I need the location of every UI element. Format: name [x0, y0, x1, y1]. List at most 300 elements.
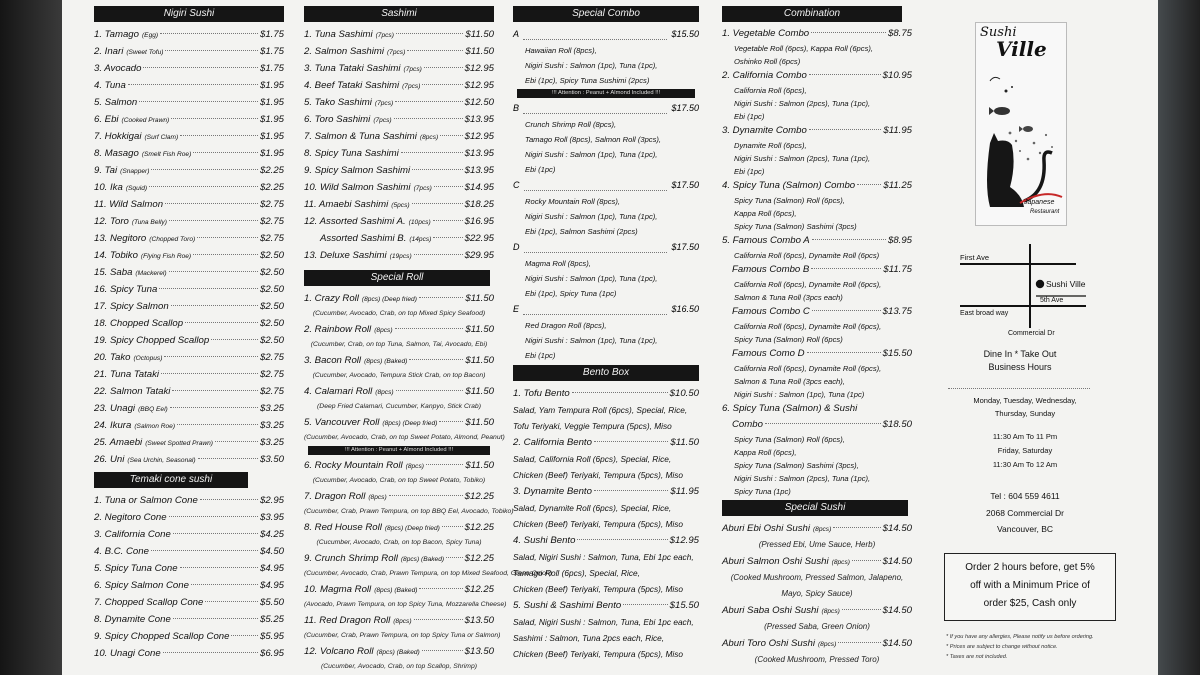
bento-line: Sashimi : Salmon, Tuna 2pcs each, Rice,	[513, 633, 665, 643]
item-name: 9. Crunch Shrimp Roll	[304, 553, 398, 564]
item-name: 23. Unagi	[94, 403, 136, 414]
menu-item-row	[304, 383, 494, 400]
days-1: Monday, Tuesday, Wednesday,	[973, 396, 1077, 405]
menu-item-row	[94, 543, 284, 560]
special-roll-header: Special Roll	[304, 270, 490, 286]
dotted-leader	[160, 33, 258, 34]
combination-line: Dynamite Roll (6pcs),	[734, 141, 807, 150]
menu-item-row	[94, 434, 284, 451]
combo-line: Magma Roll (8pcs),	[525, 259, 591, 268]
item-price: $2.50	[259, 267, 284, 278]
item-price: $4.25	[259, 529, 284, 540]
item-name: 5. Sushi & Sashimi Bento	[513, 600, 622, 611]
item-description: (Cucumber, Crab, Prawn Tempura, on top BBQ Eel, Avocado, Tobiko)	[304, 508, 514, 515]
item-note: (8pcs)	[393, 618, 412, 625]
item-price: $13.95	[464, 148, 494, 159]
promo-line-3: order $25, Cash only	[983, 598, 1077, 609]
bento-line: Salad, Dynamite Roll (6pcs), Special, Rice,	[513, 503, 672, 513]
item-note: (8pcs)	[419, 134, 439, 141]
combo-line: Ebi (1pc), Spicy Tuna Sushimi (2pcs)	[525, 76, 650, 85]
item-name: 10. Unagi Cone	[94, 648, 161, 659]
item-note: (Snapper)	[120, 168, 150, 175]
combo-letter: E	[513, 304, 520, 314]
dotted-leader	[231, 635, 258, 636]
dotted-leader	[811, 268, 881, 269]
dotted-leader	[170, 407, 258, 408]
menu-item-row	[94, 645, 284, 662]
item-price: $11.50	[465, 324, 494, 335]
dotted-leader	[161, 373, 258, 374]
combo-column	[513, 6, 699, 662]
item-note: (8pcs)	[817, 641, 837, 648]
dotted-leader	[171, 305, 258, 306]
combo-set-row	[513, 26, 699, 43]
dotted-leader	[523, 298, 667, 315]
menu-item-row	[722, 26, 912, 42]
combination-line: Spicy Tuna (Salmon) Roll (6pcs),	[734, 196, 845, 205]
menu-item-row	[513, 434, 699, 451]
item-name: 20. Tako	[94, 352, 131, 363]
dotted-leader	[197, 237, 258, 238]
menu-item-row	[304, 60, 494, 77]
dotted-leader	[396, 390, 464, 391]
item-name: 4. Tuna	[94, 80, 126, 91]
hours-2: 11:30 Am To 12 Am	[992, 460, 1058, 469]
item-description: (Cucumber, Avocado, Crab, on top Mixed Spicy Seafood)	[312, 310, 486, 317]
item-name: 3. Bacon Roll	[304, 355, 362, 366]
menu-item-row	[94, 400, 284, 417]
menu-item-row	[94, 628, 284, 645]
item-note: (8pcs)	[374, 327, 393, 334]
sashimi-list	[304, 26, 494, 264]
combo-price: $17.50	[671, 103, 699, 113]
dotted-leader	[395, 101, 462, 102]
item-name: 18. Chopped Scallop	[94, 318, 184, 329]
dotted-leader	[165, 50, 258, 51]
dotted-leader	[173, 618, 258, 619]
item-name: 3. Dynamite Combo	[722, 125, 807, 136]
item-price: $14.50	[882, 605, 912, 616]
menu-item-row	[94, 196, 284, 213]
item-price: $13.95	[464, 165, 494, 176]
dotted-leader	[128, 84, 258, 85]
item-description: (Cucumber, Avocado, Crab, on top Sweet Potato, Tobiko)	[312, 477, 486, 484]
item-name: 1. Vegetable Combo	[722, 28, 810, 39]
combo-line: Ebi (1pc)	[525, 351, 556, 360]
dotted-leader	[185, 322, 258, 323]
menu-item-row	[94, 281, 284, 298]
item-note: (8pcs) (Baked)	[376, 649, 420, 656]
combination-line: California Roll (6pcs), Dynamite Roll (6pcs)	[734, 251, 880, 260]
combo-line: Red Dragon Roll (8pcs),	[525, 321, 607, 330]
item-note: (7pcs)	[374, 100, 394, 107]
combo-line: Nigiri Sushi : Salmon (1pc), Tuna (1pc),	[525, 336, 658, 345]
dotted-leader	[193, 254, 258, 255]
dotted-leader	[211, 339, 258, 340]
combo-price: $15.50	[671, 29, 699, 39]
temaki-header: Temaki cone sushi	[94, 472, 248, 488]
item-note: (5pcs)	[391, 202, 410, 209]
item-name: 2. California Combo	[722, 70, 807, 81]
item-price: $22.95	[464, 233, 494, 244]
item-name: 6. Spicy Salmon Cone	[94, 580, 189, 591]
item-name: 10. Ika	[94, 182, 123, 193]
item-price: $1.95	[259, 148, 284, 159]
combo-letter: B	[513, 103, 520, 113]
item-name: 16. Spicy Tuna	[94, 284, 158, 295]
combination-line: California Roll (6pcs), Dynamite Roll (6pcs),	[734, 364, 882, 373]
dotted-leader	[143, 67, 258, 68]
menu-item-row	[94, 111, 284, 128]
menu-item-row	[304, 352, 494, 369]
bento-line: Salad, Nigiri Sushi : Salmon, Tuna, Ebi 1pc each,	[513, 552, 694, 562]
item-note: (8pcs) (Deep fried)	[382, 420, 438, 427]
dotted-leader	[833, 527, 880, 528]
item-name: 12. Volcano Roll	[304, 646, 374, 657]
dotted-leader	[414, 619, 463, 620]
menu-item-row	[722, 304, 912, 320]
nigiri-list	[94, 26, 284, 468]
dotted-leader	[149, 186, 258, 187]
special-combo-list	[513, 26, 699, 363]
combo-price: $16.50	[671, 304, 699, 314]
item-price: $2.75	[259, 216, 284, 227]
menu-item-row	[94, 315, 284, 332]
dotted-leader	[200, 499, 258, 500]
combination-line: California Roll (6pcs), Dynamite Roll (6pcs),	[734, 322, 882, 331]
menu-item-row	[722, 68, 912, 84]
item-name: 12. Toro	[94, 216, 129, 227]
item-price: $14.50	[882, 523, 912, 534]
menu-item-row	[94, 417, 284, 434]
item-note: (14pcs)	[409, 236, 432, 243]
combo-line: Ebi (1pc), Spicy Tuna (1pc)	[525, 289, 617, 298]
menu-item-row	[94, 162, 284, 179]
dotted-leader	[191, 584, 258, 585]
combo-line: Rocky Mountain Roll (8pcs),	[525, 197, 620, 206]
item-note: (8pcs) (Baked)	[400, 556, 445, 563]
dotted-leader	[173, 533, 258, 534]
item-note: (8pcs)	[812, 526, 832, 533]
item-name: 2. Rainbow Roll	[304, 324, 372, 335]
menu-item-row	[513, 597, 699, 614]
item-name: 6. Spicy Tuna (Salmon) & Sushi	[722, 403, 858, 414]
item-price: $2.50	[259, 250, 284, 261]
item-price: $3.95	[259, 512, 284, 523]
dotted-leader	[164, 356, 258, 357]
address-city: Vancouver, BC	[996, 524, 1054, 534]
item-note: (8pcs) (Deep fried)	[361, 296, 417, 303]
hours-title: Business Hours	[988, 362, 1052, 372]
attention-banner: !!! Attention : Peanut + Almond Included !!!	[308, 446, 490, 455]
item-price: $1.75	[259, 46, 284, 57]
menu-item-row	[304, 179, 494, 196]
item-name: 5. Vancouver Roll	[304, 417, 380, 428]
item-description: (Pressed Ebi, Ume Sauce, Herb)	[758, 540, 876, 549]
combination-line: California Roll (6pcs), Dynamite Roll (6pcs),	[734, 280, 882, 289]
item-price: $11.50	[465, 293, 494, 304]
item-price: $8.95	[887, 235, 912, 246]
dotted-leader	[389, 495, 463, 496]
dotted-leader	[594, 490, 668, 491]
dotted-leader	[205, 601, 258, 602]
item-price: $4.95	[259, 563, 284, 574]
dotted-leader	[171, 118, 258, 119]
dotted-leader	[394, 118, 463, 119]
bento-line: Tofu Teriyaki, Veggie Tempura (5pcs), Miso	[513, 421, 672, 431]
item-name: Famous Combo C	[732, 306, 810, 317]
item-price: $2.75	[259, 369, 284, 380]
menu-item-row	[513, 483, 699, 500]
item-price: $12.95	[669, 535, 699, 546]
item-name: 3. Tuna Tataki Sashimi	[304, 63, 401, 74]
item-name: 7. Chopped Scallop Cone	[94, 597, 204, 608]
item-name: 13. Deluxe Sashimi	[304, 250, 387, 261]
item-name: 9. Tai	[94, 165, 118, 176]
item-name: 2. Salmon Sashimi	[304, 46, 384, 57]
combo-letter: D	[513, 242, 520, 252]
item-name: Aburi Toro Oshi Sushi	[722, 638, 815, 649]
item-name: 3. Dynamite Bento	[513, 486, 592, 497]
menu-item-row	[94, 264, 284, 281]
dotted-leader	[407, 50, 463, 51]
combo-price: $17.50	[671, 242, 699, 252]
dotted-leader	[807, 352, 881, 353]
menu-item-row	[722, 123, 912, 139]
item-note: (Egg)	[141, 32, 159, 39]
item-name: 1. Tuna or Salmon Cone	[94, 495, 198, 506]
dotted-leader	[852, 560, 881, 561]
item-name: 5. Tako Sashimi	[304, 97, 372, 108]
combination-line: Ebi (1pc)	[734, 167, 765, 176]
combination-line: Spicy Tuna (Salmon) Sashimi (3pcs)	[734, 222, 857, 231]
menu-item-row	[94, 492, 284, 509]
dotted-leader	[401, 152, 463, 153]
combination-line: Salmon & Tuna Roll (3pcs each)	[734, 293, 843, 302]
combo-letter: C	[513, 180, 520, 190]
menu-item-row	[722, 553, 912, 570]
dotted-leader	[426, 464, 463, 465]
dotted-leader	[172, 390, 258, 391]
menu-item-row	[94, 560, 284, 577]
item-name: 2. Inari	[94, 46, 124, 57]
item-description: (Cucumber, Avocado, Crab, on top Scallop, Shrimp)	[320, 663, 478, 670]
menu-item-row	[304, 213, 494, 230]
bento-line: Salad, Yam Tempura Roll (6pcs), Special, Rice,	[513, 405, 688, 415]
menu-item-row	[304, 230, 494, 247]
dotted-leader	[215, 441, 258, 442]
item-note: (8pcs)	[831, 559, 850, 566]
item-price: $14.50	[882, 556, 912, 567]
combination-line: Nigiri Sushi : Salmon (1pc), Tuna (1pc)	[734, 390, 865, 399]
item-price: $2.50	[259, 335, 284, 346]
item-name: Combo	[732, 419, 763, 430]
item-name: 1. Tuna Sashimi	[304, 29, 373, 40]
hours-divider	[948, 388, 1090, 389]
menu-item-row	[304, 43, 494, 60]
item-price: $1.75	[259, 63, 284, 74]
item-price: $2.50	[259, 301, 284, 312]
item-price: $12.25	[464, 491, 494, 502]
combination-header: Combination	[722, 6, 902, 22]
menu-item-row	[722, 417, 912, 433]
attention-banner: !!! Attention : Peanut + Almond Included !!!	[517, 89, 695, 98]
item-price: $11.50	[465, 46, 494, 57]
combo-line: Hawaiian Roll (8pcs),	[525, 46, 597, 55]
item-description: (Cooked Mushroom, Pressed Salmon, Jalapeno, Mayo, Spicy Sauce)	[730, 573, 904, 598]
item-price: $3.50	[259, 454, 284, 465]
special-sushi-header: Special Sushi	[722, 500, 908, 516]
item-note: (Smelt Fish Roe)	[141, 151, 192, 158]
combination-line: Spicy Tuna (Salmon) Roll (6pcs),	[734, 435, 845, 444]
item-price: $12.25	[464, 522, 494, 533]
dotted-leader	[594, 441, 668, 442]
item-name: 12. Assorted Sashimi A.	[304, 216, 406, 227]
menu-item-row	[304, 128, 494, 145]
dotted-leader	[433, 237, 462, 238]
menu-item-row	[722, 346, 912, 362]
menu-item-row	[513, 532, 699, 549]
menu-item-row	[722, 602, 912, 619]
item-price: $2.95	[259, 495, 284, 506]
item-name: 21. Tuna Tataki	[94, 369, 160, 380]
item-price: $12.95	[464, 80, 494, 91]
dotted-leader	[422, 650, 463, 651]
note-taxes: * Taxes are not included.	[946, 654, 1008, 660]
item-name: 6. Ebi	[94, 114, 119, 125]
item-name: Famous Combo B	[732, 264, 810, 275]
item-name: 15. Saba	[94, 267, 133, 278]
item-name: 8. Red House Roll	[304, 522, 382, 533]
combination-line: Kappa Roll (6pcs),	[734, 209, 797, 218]
item-price: $12.95	[464, 131, 494, 142]
menu-item-row	[94, 594, 284, 611]
item-name: 26. Uni	[94, 454, 125, 465]
dotted-leader	[419, 297, 463, 298]
item-name: 10. Magma Roll	[304, 584, 372, 595]
item-note: (BBQ Eel)	[138, 406, 168, 413]
left-background	[0, 0, 62, 675]
logo-japanese: Japanese	[1024, 199, 1055, 206]
dotted-leader	[623, 604, 667, 605]
sashimi-header: Sashimi	[304, 6, 494, 22]
dotted-leader	[139, 101, 258, 102]
combination-line: Nigiri Sushi : Salmon (2pcs), Tuna (1pc),	[734, 154, 871, 163]
note-allergies: * If you have any allergies, Please notify us before ordering.	[946, 634, 1094, 640]
menu-item-row	[304, 414, 494, 431]
item-price: $12.50	[464, 97, 494, 108]
item-price: $11.75	[883, 264, 912, 275]
item-name: 4. Sushi Bento	[513, 535, 576, 546]
promo-box	[944, 553, 1116, 621]
combo-line: Nigiri Sushi : Salmon (1pc), Tuna (1pc),	[525, 61, 658, 70]
dotted-leader	[765, 423, 881, 424]
item-name: 19. Spicy Chopped Scallop	[94, 335, 210, 346]
menu-item-row	[94, 60, 284, 77]
item-price: $15.50	[882, 348, 912, 359]
combo-line: Nigiri Sushi : Salmon (1pc), Tuna (1pc),	[525, 274, 658, 283]
item-description: (Cucumber, Avocado, Crab, on top Sweet Potato, Almond, Peanut)	[304, 434, 505, 441]
map-first-ave: First Ave	[960, 253, 990, 262]
dotted-leader	[572, 392, 668, 393]
menu-item-row	[94, 43, 284, 60]
dotted-leader	[151, 550, 258, 551]
item-note: (Sweet Spotted Prawn)	[145, 440, 213, 447]
item-price: $29.95	[464, 250, 494, 261]
menu-item-row	[304, 145, 494, 162]
item-note: (Tuna Belly)	[131, 219, 167, 226]
menu-item-row	[304, 26, 494, 43]
item-name: 3. California Cone	[94, 529, 171, 540]
item-description: (Cucumber, Avocado, Crab, Prawn Tempura, on top Mixed Seafood, Green Onion)	[304, 570, 552, 577]
combo-line: Nigiri Sushi : Salmon (1pc), Tuna (1pc),	[525, 150, 658, 159]
item-price: $14.50	[882, 638, 912, 649]
item-name: 24. Ikura	[94, 420, 132, 431]
item-name: 11. Wild Salmon	[94, 199, 164, 210]
item-description: (Cucumber, Crab, Prawn Tempura, on top Spicy Tuna or Salmon)	[304, 632, 501, 639]
bento-line: Chicken (Beef) Teriyaki, Tempura (5pcs), Miso	[513, 649, 683, 659]
dotted-leader	[180, 135, 258, 136]
menu-item-row	[94, 230, 284, 247]
combo-line: Tamago Roll (8pcs), Salmon Roll (3pcs),	[525, 135, 662, 144]
combo-set-row	[513, 100, 699, 117]
bento-line: Salad, Nigiri Sushi : Salmon, Tuna, Ebi 1pc each,	[513, 617, 694, 627]
item-price: $5.25	[259, 614, 284, 625]
item-price: $11.50	[465, 417, 494, 428]
item-price: $6.95	[259, 648, 284, 659]
menu-item-row	[304, 321, 494, 338]
item-name: 8. Dynamite Cone	[94, 614, 171, 625]
item-price: $2.75	[259, 352, 284, 363]
dotted-leader	[524, 174, 668, 191]
item-price: $2.50	[259, 284, 284, 295]
menu-item-row	[304, 612, 494, 629]
item-name: 8. Spicy Tuna Sashimi	[304, 148, 399, 159]
item-note: (8pcs)	[375, 389, 394, 396]
combination-line: Oshinko Roll (6pcs)	[734, 57, 801, 66]
item-price: $2.25	[259, 182, 284, 193]
item-note: (Sweet Tofu)	[126, 49, 164, 56]
item-name: 1. Tamago	[94, 29, 139, 40]
menu-item-row	[94, 349, 284, 366]
item-price: $3.25	[259, 437, 284, 448]
item-price: $18.25	[464, 199, 494, 210]
item-price: $13.75	[882, 306, 912, 317]
map-place: Sushi Ville	[1046, 279, 1086, 289]
item-note: (Cooked Prawn)	[121, 117, 170, 124]
dotted-leader	[442, 526, 463, 527]
item-description: (Cucumber, Avocado, Crab, on top Bacon, Spicy Tuna)	[316, 539, 482, 546]
item-description: (Avocado, Prawn Tempura, on top Spicy Tuna, Mozzarella Cheese)	[304, 601, 507, 608]
dotted-leader	[409, 359, 463, 360]
promo-line-2: off with a Minimum Price of	[970, 580, 1090, 591]
item-name: 1. Crazy Roll	[304, 293, 359, 304]
menu-item-row	[513, 385, 699, 402]
item-name: 11. Red Dragon Roll	[304, 615, 391, 626]
item-note: (Chopped Toro)	[149, 236, 196, 243]
bento-header: Bento Box	[513, 365, 699, 381]
dotted-leader	[433, 220, 463, 221]
item-name: 22. Salmon Tataki	[94, 386, 171, 397]
menu-item-row	[94, 145, 284, 162]
nigiri-header: Nigiri Sushi	[94, 6, 284, 22]
logo-restaurant: Restaurant	[1030, 209, 1060, 215]
menu-item-row	[722, 520, 912, 537]
combo-line: Crunch Shrimp Roll (8pcs),	[525, 120, 617, 129]
menu-item-row	[94, 509, 284, 526]
menu-item-row	[722, 635, 912, 652]
menu-item-row	[94, 179, 284, 196]
